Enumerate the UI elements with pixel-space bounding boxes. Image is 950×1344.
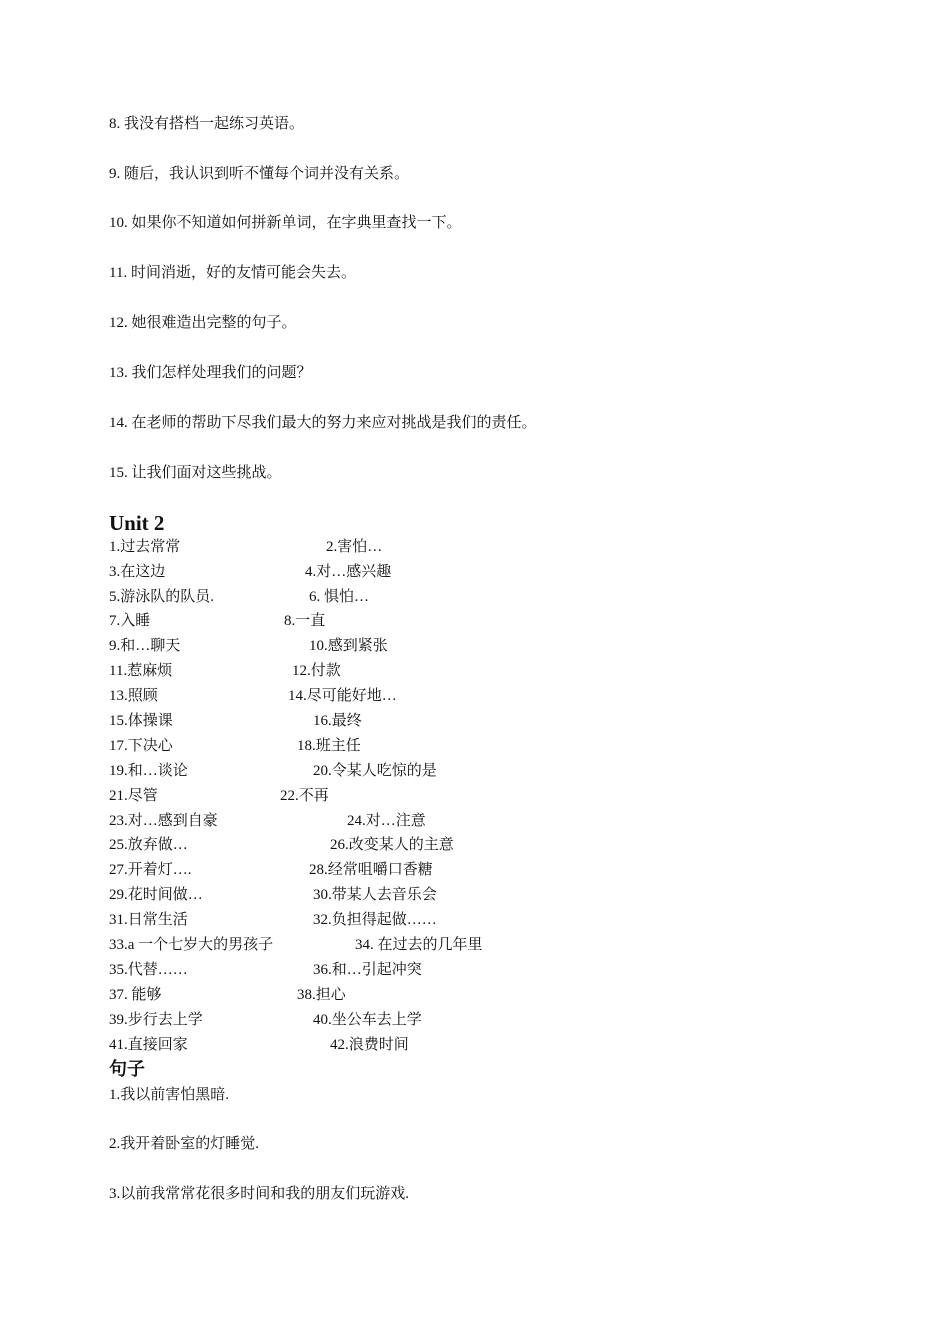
sentence-9: 9. 随后，我认识到听不懂每个词并没有关系。 xyxy=(109,166,410,182)
phrase-1: 1.过去常常 xyxy=(109,539,181,555)
sentence-10: 10. 如果你不知道如何拼新单词，在字典里查找一下。 xyxy=(109,215,462,231)
phrase-37: 37. 能够 xyxy=(109,987,162,1003)
phrase-17: 17.下决心 xyxy=(109,738,173,754)
phrase-25: 25.放弃做… xyxy=(109,837,188,853)
sentences-heading: 句子 xyxy=(109,1059,145,1080)
unit2-sentence-2: 2.我开着卧室的灯睡觉. xyxy=(109,1136,260,1152)
sentence-14: 14. 在老师的帮助下尽我们最大的努力来应对挑战是我们的责任。 xyxy=(109,415,537,431)
phrase-14: 14.尽可能好地… xyxy=(288,688,397,704)
phrase-34: 34. 在过去的几年里 xyxy=(355,937,483,953)
phrase-26: 26.改变某人的主意 xyxy=(330,837,454,853)
phrase-9: 9.和…聊天 xyxy=(109,638,181,654)
phrase-22: 22.不再 xyxy=(280,788,329,804)
phrase-2: 2.害怕… xyxy=(326,539,383,555)
phrase-6: 6. 惧怕… xyxy=(309,589,370,605)
phrase-18: 18.班主任 xyxy=(297,738,361,754)
phrase-32: 32.负担得起做…… xyxy=(313,912,437,928)
phrase-12: 12.付款 xyxy=(292,663,341,679)
phrase-5: 5.游泳队的队员. xyxy=(109,589,215,605)
unit2-sentence-3: 3.以前我常常花很多时间和我的朋友们玩游戏. xyxy=(109,1186,410,1202)
phrase-33: 33.a 一个七岁大的男孩子 xyxy=(109,937,274,953)
phrase-4: 4.对…感兴趣 xyxy=(305,564,392,580)
phrase-11: 11.惹麻烦 xyxy=(109,663,173,679)
unit-2-heading: Unit 2 xyxy=(109,511,165,535)
phrase-38: 38.担心 xyxy=(297,987,346,1003)
phrase-39: 39.步行去上学 xyxy=(109,1012,203,1028)
phrase-20: 20.令某人吃惊的是 xyxy=(313,763,437,779)
phrase-30: 30.带某人去音乐会 xyxy=(313,887,437,903)
phrase-28: 28.经常咀嚼口香糖 xyxy=(309,862,433,878)
phrase-16: 16.最终 xyxy=(313,713,362,729)
sentence-13: 13. 我们怎样处理我们的问题？ xyxy=(109,365,312,381)
phrase-41: 41.直接回家 xyxy=(109,1037,188,1053)
unit2-sentence-1: 1.我以前害怕黑暗. xyxy=(109,1087,230,1103)
phrase-27: 27.开着灯…. xyxy=(109,862,192,878)
phrase-29: 29.花时间做… xyxy=(109,887,203,903)
sentence-12: 12. 她很难造出完整的句子。 xyxy=(109,315,297,331)
phrase-21: 21.尽管 xyxy=(109,788,158,804)
phrase-42: 42.浪费时间 xyxy=(330,1037,409,1053)
phrase-10: 10.感到紧张 xyxy=(309,638,388,654)
sentence-11: 11. 时间消逝，好的友情可能会失去。 xyxy=(109,265,356,281)
phrase-23: 23.对…感到自豪 xyxy=(109,813,218,829)
phrase-7: 7.入睡 xyxy=(109,613,151,629)
phrase-36: 36.和…引起冲突 xyxy=(313,962,422,978)
phrase-15: 15.体操课 xyxy=(109,713,173,729)
phrase-24: 24.对…注意 xyxy=(347,813,426,829)
sentence-15: 15. 让我们面对这些挑战。 xyxy=(109,465,282,481)
phrase-19: 19.和…谈论 xyxy=(109,763,188,779)
phrase-40: 40.坐公车去上学 xyxy=(313,1012,422,1028)
phrase-3: 3.在这边 xyxy=(109,564,166,580)
phrase-35: 35.代替…… xyxy=(109,962,188,978)
phrase-8: 8.一直 xyxy=(284,613,326,629)
sentence-8: 8. 我没有搭档一起练习英语。 xyxy=(109,116,305,132)
phrase-31: 31.日常生活 xyxy=(109,912,188,928)
phrase-13: 13.照顾 xyxy=(109,688,158,704)
